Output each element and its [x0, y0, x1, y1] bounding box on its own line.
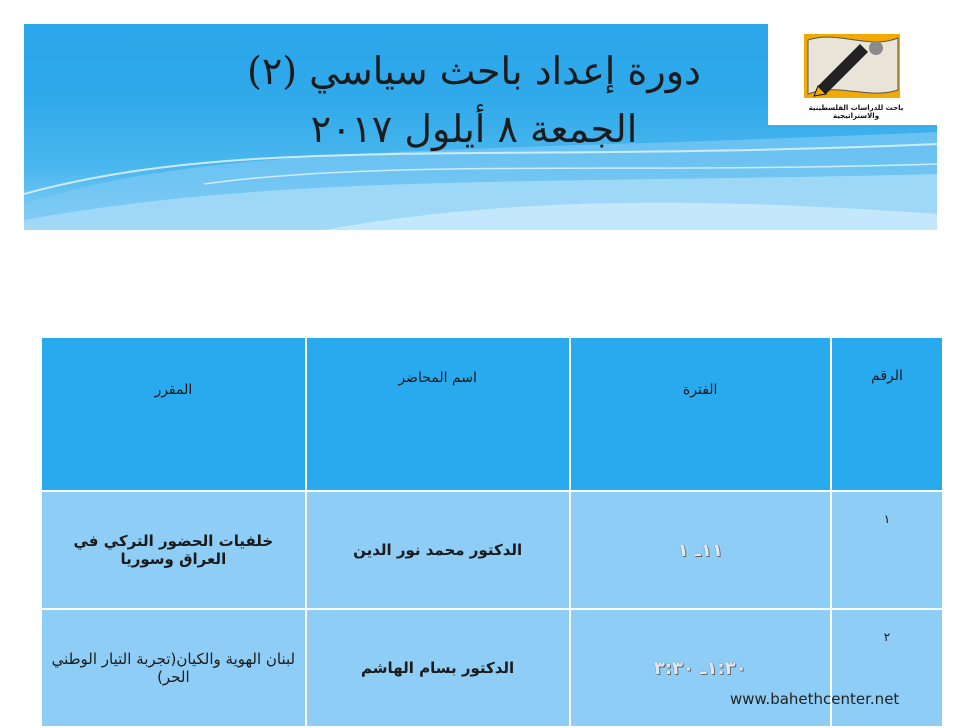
cell-lecturer: الدكتور بسام الهاشم — [306, 609, 570, 727]
website-link[interactable]: www.bahethcenter.net — [730, 690, 900, 708]
period-value: ١:٣٠ـ ٣:٣٠ — [653, 657, 747, 679]
table-header-row — [41, 337, 943, 491]
cell-num: ٢ — [831, 609, 943, 727]
cell-num: ١ — [831, 491, 943, 609]
header-period: الفترة — [570, 337, 831, 491]
header-course: المقرر — [41, 337, 306, 491]
logo-text: باحث للدراسات الفلسطينية والاستراتيجية — [808, 104, 904, 120]
table-row — [41, 609, 943, 727]
cell-period — [570, 609, 831, 727]
cell-lecturer: الدكتور محمد نور الدين — [306, 491, 570, 609]
cell-period — [570, 491, 831, 609]
center-logo — [768, 24, 937, 125]
title-line-date: الجمعة ٨ أيلول ٢٠١٧ — [310, 107, 638, 151]
cell-course: لبنان الهوية والكيان(تجربة التيار الوطني الحر) — [41, 609, 306, 727]
schedule-table — [40, 336, 944, 728]
cell-course: خلفيات الحضور التركي في العراق وسوريا — [41, 491, 306, 609]
header-lecturer: اسم المحاضر — [306, 337, 570, 491]
period-value: ١١ـ ١ — [677, 539, 723, 561]
header-num: الرقم — [831, 337, 943, 491]
title-line-course: دورة إعداد باحث سياسي (٢) — [247, 49, 701, 93]
page-title — [174, 42, 774, 158]
table-row — [41, 491, 943, 609]
pen-scroll-logo-icon — [798, 30, 908, 102]
